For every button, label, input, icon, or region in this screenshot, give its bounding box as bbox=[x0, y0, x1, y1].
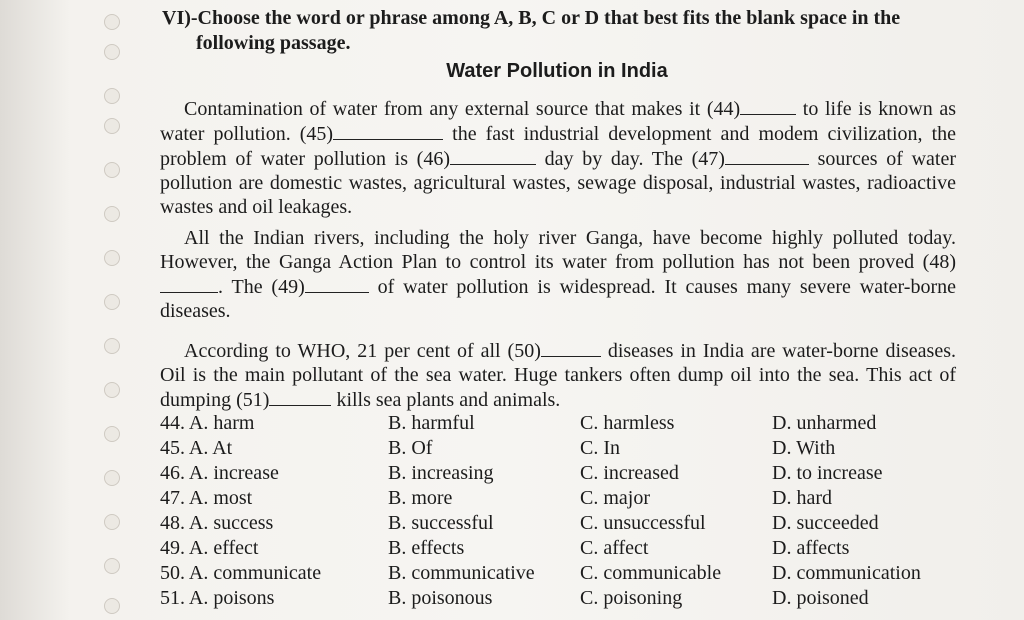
option-a: 48. A. success bbox=[160, 512, 274, 534]
binder-hole bbox=[104, 558, 120, 574]
option-d: D. affects bbox=[772, 537, 850, 559]
instruction-heading bbox=[162, 6, 962, 56]
option-c: C. major bbox=[580, 487, 650, 509]
option-b: B. more bbox=[388, 487, 453, 509]
binder-hole bbox=[104, 382, 120, 398]
question-row-49 bbox=[160, 537, 960, 562]
blank-44 bbox=[740, 96, 796, 115]
paragraph-1-text: to life is known as water pollution. (45) bbox=[160, 98, 956, 145]
question-row-51 bbox=[160, 587, 960, 612]
blank-51 bbox=[269, 387, 331, 406]
binder-hole bbox=[104, 338, 120, 354]
question-row-45 bbox=[160, 437, 960, 462]
paragraph-1-text: sources of water pollution are domestic wastes, agricultural wastes, sewage disposal, industrial wastes, radioactive wastes and oil leakages. bbox=[160, 148, 956, 218]
option-d: D. unharmed bbox=[772, 412, 877, 434]
option-a: 50. A. communicate bbox=[160, 562, 322, 584]
paragraph-3-text: According to WHO, 21 per cent of all (50) bbox=[184, 340, 541, 362]
paragraph-2-text: of water pollution is widespread. It causes many severe water-borne diseases. bbox=[160, 276, 956, 322]
blank-46 bbox=[450, 146, 536, 165]
binder-hole bbox=[104, 14, 120, 30]
blank-47 bbox=[725, 146, 809, 165]
option-d: D. communication bbox=[772, 562, 921, 584]
paragraph-2 bbox=[160, 226, 956, 323]
binder-hole bbox=[104, 118, 120, 134]
paragraph-1-text: Contamination of water from any external source that makes it (44) bbox=[184, 98, 741, 120]
question-row-50 bbox=[160, 562, 960, 587]
binder-holes bbox=[98, 0, 128, 620]
option-d: D. to increase bbox=[772, 462, 883, 484]
paragraph-3 bbox=[160, 338, 956, 412]
paragraph-1-text: the fast industrial development and modem civilization, the problem of water pollution is (46) bbox=[160, 123, 956, 170]
passage-title: Water Pollution in India bbox=[446, 60, 668, 82]
option-b: B. Of bbox=[388, 437, 433, 459]
option-d: D. With bbox=[772, 437, 836, 459]
option-b: B. successful bbox=[388, 512, 494, 534]
option-c: C. communicable bbox=[580, 562, 722, 584]
binder-hole bbox=[104, 514, 120, 530]
option-c: C. affect bbox=[580, 537, 649, 559]
option-a: 51. A. poisons bbox=[160, 587, 275, 609]
question-row-46 bbox=[160, 462, 960, 487]
paragraph-2-text: All the Indian rivers, including the holy river Ganga, have become highly polluted today. However, the Ganga Action Plan to control its water from pollution has not been proved (48) bbox=[160, 227, 956, 273]
blank-49 bbox=[305, 274, 369, 293]
option-b: B. increasing bbox=[388, 462, 494, 484]
binder-hole bbox=[104, 206, 120, 222]
option-a: 47. A. most bbox=[160, 487, 253, 509]
option-d: D. poisoned bbox=[772, 587, 869, 609]
question-row-44 bbox=[160, 412, 960, 437]
option-b: B. communicative bbox=[388, 562, 535, 584]
option-c: C. unsuccessful bbox=[580, 512, 706, 534]
option-d: D. hard bbox=[772, 487, 832, 509]
option-c: C. harmless bbox=[580, 412, 675, 434]
option-b: B. harmful bbox=[388, 412, 475, 434]
option-a: 46. A. increase bbox=[160, 462, 279, 484]
paragraph-1-text: day by day. The (47) bbox=[536, 148, 725, 170]
blank-50 bbox=[541, 338, 601, 357]
binder-hole bbox=[104, 88, 120, 104]
option-c: C. poisoning bbox=[580, 587, 683, 609]
binder-hole bbox=[104, 598, 120, 614]
answer-options bbox=[160, 412, 960, 612]
binder-hole bbox=[104, 44, 120, 60]
blank-45 bbox=[333, 121, 443, 140]
blank-48 bbox=[160, 274, 218, 293]
option-b: B. poisonous bbox=[388, 587, 493, 609]
binder-hole bbox=[104, 426, 120, 442]
option-b: B. effects bbox=[388, 537, 465, 559]
instruction-line-2: following passage. bbox=[196, 32, 351, 54]
option-d: D. succeeded bbox=[772, 512, 879, 534]
paragraph-3-text: diseases in India are water-borne diseases. Oil is the main pollutant of the sea water. Huge tankers often dump oil into the sea. This act of dumping (51) bbox=[160, 340, 956, 411]
option-a: 44. A. harm bbox=[160, 412, 255, 434]
paragraph-1 bbox=[160, 96, 956, 219]
binder-hole bbox=[104, 162, 120, 178]
question-row-47 bbox=[160, 487, 960, 512]
paragraph-2-text: . The (49) bbox=[218, 276, 305, 298]
binder-hole bbox=[104, 294, 120, 310]
paragraph-3-text: kills sea plants and animals. bbox=[331, 389, 561, 411]
option-a: 49. A. effect bbox=[160, 537, 259, 559]
question-row-48 bbox=[160, 512, 960, 537]
option-c: C. In bbox=[580, 437, 620, 459]
binder-hole bbox=[104, 470, 120, 486]
instruction-line-1: VI)-Choose the word or phrase among A, B, C or D that best fits the blank space in the bbox=[162, 7, 901, 29]
option-c: C. increased bbox=[580, 462, 679, 484]
binder-hole bbox=[104, 250, 120, 266]
option-a: 45. A. At bbox=[160, 437, 233, 459]
